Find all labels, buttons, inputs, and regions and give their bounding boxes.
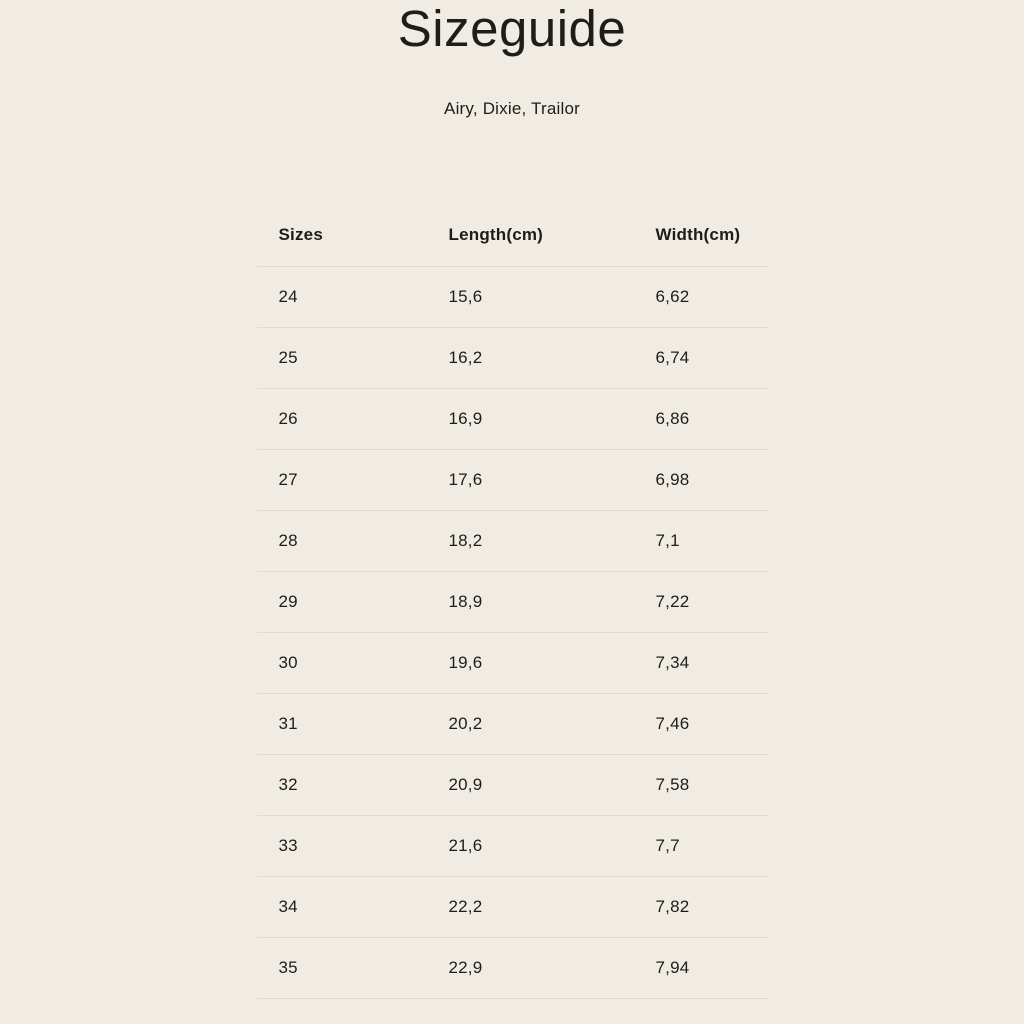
page-subtitle: Airy, Dixie, Trailor <box>444 98 580 118</box>
table-cell: 21,6 <box>448 835 483 855</box>
table-cell: 18,9 <box>448 591 483 611</box>
table-cell: 6,62 <box>655 286 690 306</box>
column-header: Length(cm) <box>448 224 544 244</box>
table-row <box>257 571 768 632</box>
table-cell: 18,2 <box>448 530 483 550</box>
table-cell: 7,58 <box>655 774 690 794</box>
table-cell: 34 <box>278 896 298 916</box>
table-row <box>257 327 768 388</box>
table-cell: 20,2 <box>448 713 483 733</box>
table-row <box>257 388 768 449</box>
table-cell: 29 <box>278 591 298 611</box>
table-row <box>257 510 768 571</box>
column-header: Sizes <box>278 224 323 244</box>
table-row <box>257 266 768 327</box>
table-cell: 7,46 <box>655 713 690 733</box>
table-cell: 24 <box>278 286 298 306</box>
header-row <box>257 215 768 267</box>
column-header: Width(cm) <box>655 224 741 244</box>
table-cell: 16,9 <box>448 408 483 428</box>
table-cell: 16,2 <box>448 347 483 367</box>
table-cell: 22,9 <box>448 957 483 977</box>
table-cell: 31 <box>278 713 298 733</box>
table-cell: 33 <box>278 835 298 855</box>
table-cell: 6,74 <box>655 347 690 367</box>
size-table-header <box>257 215 768 267</box>
table-cell: 7,1 <box>655 530 680 550</box>
table-cell: 22,2 <box>448 896 483 916</box>
table-cell: 15,6 <box>448 286 483 306</box>
table-cell: 7,34 <box>655 652 690 672</box>
table-cell: 19,6 <box>448 652 483 672</box>
table-cell: 28 <box>278 530 298 550</box>
table-row <box>257 876 768 937</box>
table-row <box>257 693 768 754</box>
table-cell: 35 <box>278 957 298 977</box>
table-cell: 26 <box>278 408 298 428</box>
table-cell: 25 <box>278 347 298 367</box>
table-cell: 30 <box>278 652 298 672</box>
table-cell: 7,7 <box>655 835 680 855</box>
table-cell: 7,82 <box>655 896 690 916</box>
page-header <box>0 0 1024 119</box>
table-cell: 17,6 <box>448 469 483 489</box>
table-cell: 6,98 <box>655 469 690 489</box>
size-table-container <box>257 215 768 999</box>
size-table <box>257 215 768 999</box>
table-cell: 32 <box>278 774 298 794</box>
table-row <box>257 632 768 693</box>
table-row <box>257 937 768 998</box>
size-table-body <box>257 266 768 998</box>
table-cell: 6,86 <box>655 408 690 428</box>
table-cell: 20,9 <box>448 774 483 794</box>
table-cell: 7,22 <box>655 591 690 611</box>
table-row <box>257 754 768 815</box>
sizeguide-main <box>0 215 1024 999</box>
table-row <box>257 815 768 876</box>
table-row <box>257 449 768 510</box>
table-cell: 7,94 <box>655 957 690 977</box>
page-title: Sizeguide <box>397 0 627 57</box>
table-cell: 27 <box>278 469 298 489</box>
